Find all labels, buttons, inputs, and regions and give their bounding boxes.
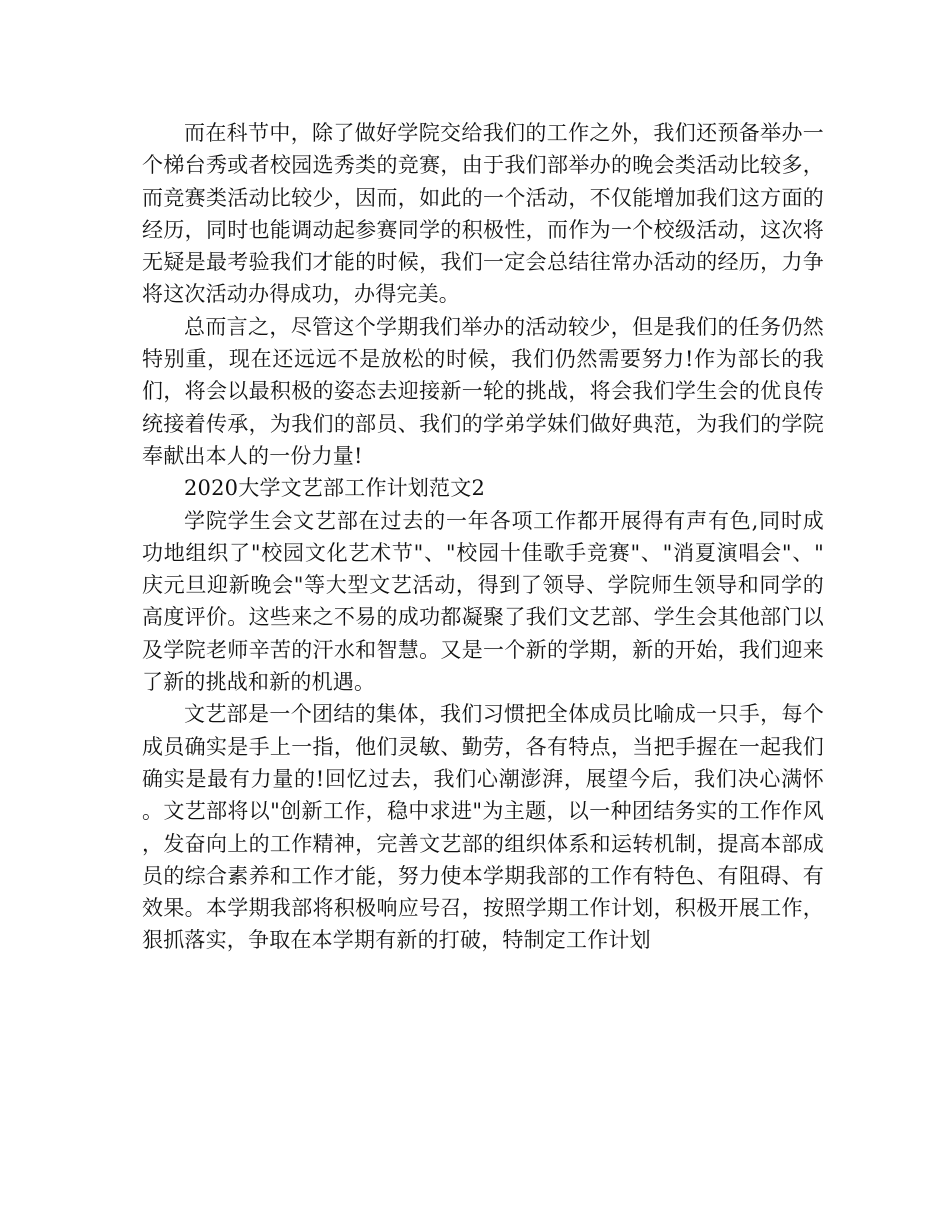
paragraph-summary: 总而言之，尽管这个学期我们举办的活动较少，但是我们的任务仍然特别重，现在还远远不是放松的时候，我们仍然需要努力!作为部长的我们，将会以最积极的姿态去迎接新一轮的挑战，将会我们学生会的优良传统接着传承，为我们的部员、我们的学弟学妹们做好典范，为我们的学院奉献出本人的一份力量! (142, 314, 824, 468)
paragraph-team-plan: 文艺部是一个团结的集体，我们习惯把全体成员比喻成一只手，每个成员确实是手上一指，他们灵敏、勤劳，各有特点，当把手握在一起我们确实是最有力量的!回忆过去，我们心潮澎湃，展望今后，我们决心满怀。文艺部将以"创新工作，稳中求进"为主题，以一种团结务实的工作作风，发奋向上的工作精神，完善文艺部的组织体系和运转机制，提高本部成员的综合素养和工作才能，努力使本学期我部的工作有特色、有阻碍、有效果。本学期我部将积极响应号召，按照学期工作计划，积极开展工作，狠抓落实，争取在本学期有新的打破，特制定工作计划 (142, 702, 824, 953)
paragraph-past-year: 学院学生会文艺部在过去的一年各项工作都开展得有声有色,同时成功地组织了"校园文化艺术节"、"校园十佳歌手竞赛"、"消夏演唱会"、"庆元旦迎新晚会"等大型文艺活动，得到了领导、学院师生领导和同学的高度评价。这些来之不易的成功都凝聚了我们文艺部、学生会其他部门以及学院老师辛苦的汗水和智慧。又是一个新的学期，新的开始，我们迎来了新的挑战和新的机遇。 (142, 508, 824, 695)
paragraph-science-festival: 而在科节中，除了做好学院交给我们的工作之外，我们还预备举办一个梯台秀或者校园选秀类的竞赛，由于我们部举办的晚会类活动比较多，而竞赛类活动比较少，因而，如此的一个活动，不仅能增加我们这方面的经历，同时也能调动起参赛同学的积极性，而作为一个校级活动，这次将无疑是最考验我们才能的时候，我们一定会总结往常办活动的经历，力争将这次活动办得成功，办得完美。 (142, 121, 824, 307)
section-heading: 2020大学文艺部工作计划范文2 (184, 476, 486, 501)
document-body (142, 117, 824, 957)
